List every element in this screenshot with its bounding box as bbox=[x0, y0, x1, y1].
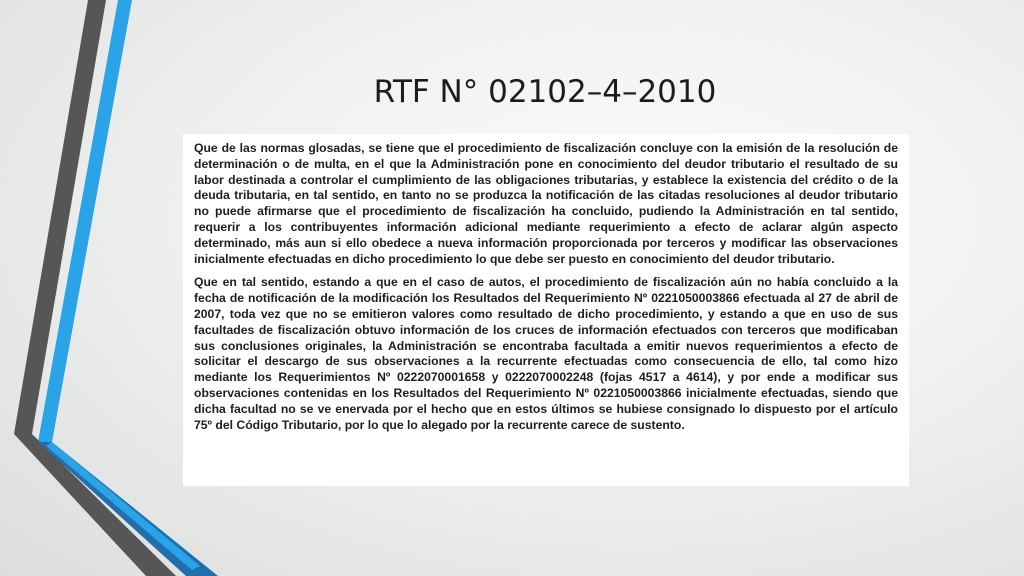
slide-title: RTF N° 02102–4–2010 bbox=[373, 74, 717, 110]
document-paragraph-2: Que en tal sentido, estando a que en el caso de autos, el procedimiento de fiscalización aún no había concluido a la fecha de notificación de la modificación los Resultados del Requerimiento Nº 0221050003866 efectuada al 27 de abril de 2007, toda vez que no se emitieron valores como resultado de dicho procedimiento, y estando a que en uso de sus facultades de fiscalización obtuvo información de los cruces de información efectuados con terceros que modificaban sus conclusiones originales, la Administración se encontraba facultada a emitir nuevos requerimientos a efecto de solicitar el descargo de sus observaciones a la recurrente efectuadas como consecuencia de ello, tal como hizo mediante los Requerimientos Nº 0222070001658 y 0222070002248 (fojas 4517 a 4614), y por ende a modificar sus observaciones contenidas en los Resultados del Requerimiento Nº 0221050003866 inicialmente efectuadas, siendo que dicha facultad no se ve enervada por el hecho que en estos últimos se hubiese consignado lo dispuesto por el artículo 75º del Código Tributario, por lo que lo alegado por la recurrente carece de sustento. bbox=[194, 275, 898, 432]
lower-gray-band bbox=[14, 434, 176, 576]
document-excerpt-image bbox=[183, 134, 909, 486]
document-paragraph-1: Que de las normas glosadas, se tiene que el procedimiento de fiscalización concluye con la emisión de la resolución de determinación o de multa, en el que la Administración pone en conocimiento del deudor tributario el resultado de su labor destinada a controlar el cumplimiento de las obligaciones tributarias, y establece la existencia del crédito o de la deuda tributaria, en tal sentido, en tanto no se produzca la notificación de las citadas resoluciones al deudor tributario no puede afirmarse que el procedimiento de fiscalización ha concluido, pudiendo la Administración en tal sentido, requerir a los contribuyentes información adicional mediante requerimiento a efecto de aclarar algún aspecto determinado, más aun si ello obedece a nueva información proporcionada por terceros y modificar las observaciones inicialmente efectuadas en dicho procedimiento lo que debe ser puesto en conocimiento del deudor tributario. bbox=[194, 141, 898, 266]
